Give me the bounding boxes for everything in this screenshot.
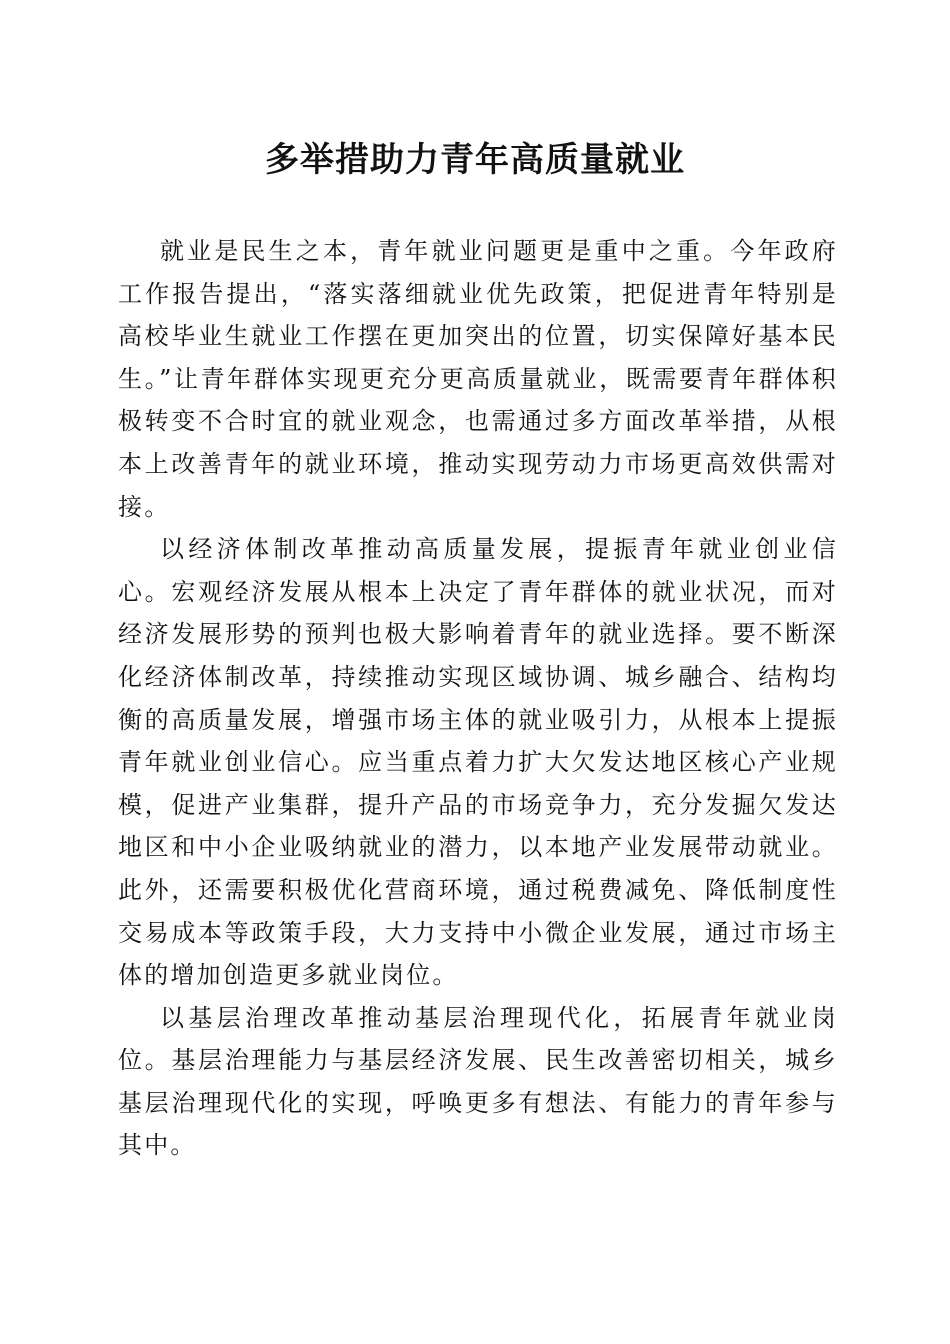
document-title: 多举措助力青年高质量就业 [265, 140, 685, 180]
paragraph-economic-reform: 以经济体制改革推动高质量发展，提振青年就业创业信心。宏观经济发展从根本上决定了青年群体的就业状况，而对经济发展形势的预判也极大影响着青年的就业选择。要不断深化经济体制改革，持续推动实现区域协调、城乡融合、结构均衡的高质量发展，增强市场主体的就业吸引力，从根本上提振青年就业创业信心。应当重点着力扩大欠发达地区核心产业规模，促进产业集群，提升产品的市场竞争力，充分发掘欠发达地区和中小企业吸纳就业的潜力，以本地产业发展带动就业。此外，还需要积极优化营商环境，通过税费减免、降低制度性交易成本等政策手段，大力支持中小微企业发展，通过市场主体的增加创造更多就业岗位。 [118, 535, 838, 990]
document-body [118, 230, 838, 1167]
paragraph-grassroots-governance: 以基层治理改革推动基层治理现代化，拓展青年就业岗位。基层治理能力与基层经济发展、民生改善密切相关，城乡基层治理现代化的实现，呼唤更多有想法、有能力的青年参与其中。 [118, 1003, 838, 1160]
paragraph-intro: 就业是民生之本，青年就业问题更是重中之重。今年政府工作报告提出，“落实落细就业优先政策，把促进青年特别是高校毕业生就业工作摆在更加突出的位置，切实保障好基本民生。”让青年群体实现更充分更高质量就业，既需要青年群体积极转变不合时宜的就业观念，也需通过多方面改革举措，从根本上改善青年的就业环境，推动实现劳动力市场更高效供需对接。 [118, 237, 838, 521]
